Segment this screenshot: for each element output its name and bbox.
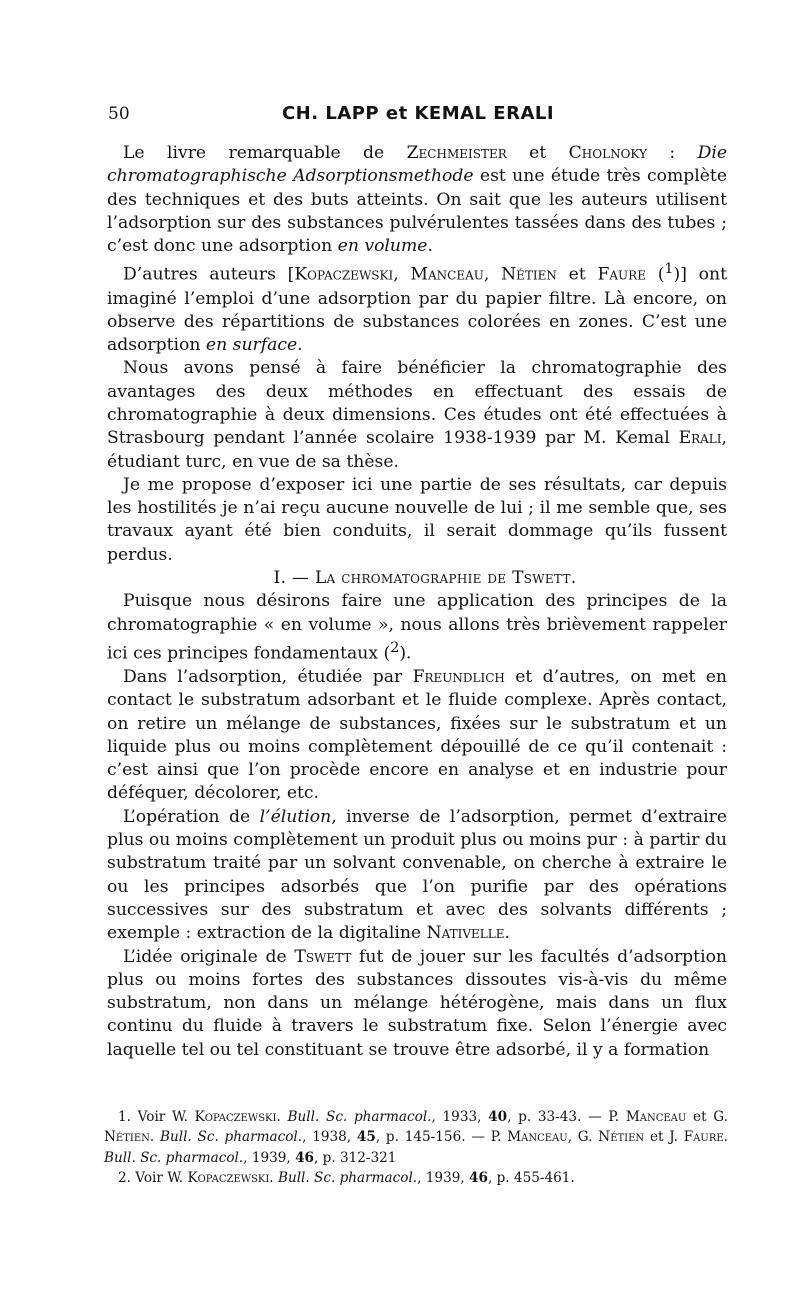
emphasis: en surface: [205, 335, 298, 356]
text-run: .: [504, 923, 510, 944]
text-run: (: [645, 265, 665, 286]
text-run: , 1939,: [417, 1170, 470, 1187]
running-head: [108, 104, 728, 132]
author-name: Erali: [678, 428, 722, 449]
text-run: L’opération de: [123, 806, 260, 827]
paragraph-8: [107, 946, 727, 1062]
author-name: Kopaczewski: [194, 1109, 277, 1125]
author-name: Nétien: [104, 1129, 150, 1146]
author-name: Manceau: [410, 265, 484, 286]
body-text: [107, 142, 727, 1062]
volume-number: 45: [356, 1129, 376, 1146]
author-name: Kopaczewski: [294, 265, 394, 286]
paragraph-2: [107, 258, 727, 357]
volume-number: 40: [488, 1109, 508, 1125]
text-run: , 1933,: [431, 1109, 489, 1125]
text-run: , G.: [567, 1129, 599, 1146]
section-heading: [107, 567, 727, 590]
text-run: 2. Voir W.: [118, 1170, 188, 1187]
text-run: , p. 312-321: [313, 1149, 397, 1166]
text-run: , étudiant turc, en vue de sa thèse.: [107, 428, 727, 472]
page-number: 50: [108, 104, 130, 124]
text-run: et: [556, 265, 598, 286]
text-run: D’autres auteurs [: [123, 265, 295, 286]
running-title: CH. LAPP et KEMAL ERALI: [281, 103, 555, 124]
text-run: ,: [483, 265, 502, 286]
paragraph-5: [107, 590, 727, 666]
footnote-1: [104, 1107, 728, 1168]
emphasis: l’élution: [259, 806, 332, 827]
journal-title: Bull. Sc. pharmacol.: [159, 1129, 303, 1146]
text-run: est une étude très complète des techniques et des buts atteints. On sait que les auteurs utilisent l’adsorption sur des substances pulvérulentes tassées dans des tubes ; c’est donc une adsorption: [107, 166, 728, 257]
footnote-ref: 1: [664, 261, 674, 278]
text-run: , 1939,: [243, 1149, 296, 1166]
author-name: Faure: [683, 1129, 724, 1146]
author-name: Kopaczewski: [187, 1170, 270, 1187]
footnotes: [104, 1107, 728, 1189]
paragraph-6: [107, 666, 727, 806]
text-run: .: [149, 1129, 160, 1146]
book-title: Die chromatographische Adsorptionsmethode: [107, 143, 728, 187]
text-run: fut de jouer sur les facultés d’adsorption plus ou moins fortes des substances dissoutes vis-à-vis du même substratum, non dans un mélange hétérogène, mais dans un flux continu du fluide à travers le substratum fixe. Selon l’énergie avec laquelle tel ou tel constituant se trouve être adsorbé, il y a formation: [107, 946, 727, 1060]
text-run: , 1938,: [302, 1129, 357, 1146]
text-run: Puisque nous désirons faire une application des principes de la chromatographie « en volume », nous allons très brièvement rappeler ici ces principes fondamentaux (: [107, 591, 727, 664]
text-run: .: [297, 335, 303, 356]
text-run: et d’autres, on met en contact le substratum adsorbant et le fluide complexe. Après contact, on retire un mélange de substances, fixées sur le substratum et un liquide plus ou moins complètement dépouillé de ce qu’il contenait : c’est ainsi que l’on procède encore en analyse et en industrie pour déféquer, décolorer, etc.: [107, 667, 728, 804]
author-name: Nétien: [598, 1129, 645, 1146]
paragraph-3: [107, 357, 727, 473]
journal-title: Bull. Sc. pharmacol.: [287, 1109, 432, 1125]
text-run: ).: [399, 643, 412, 664]
text-run: et J.: [644, 1129, 684, 1146]
footnote-ref: 2: [390, 639, 400, 656]
text-run: et G.: [686, 1109, 728, 1125]
author-name: Nétien: [501, 265, 557, 286]
journal-title: Bull. Sc. pharmacol.: [104, 1149, 244, 1166]
text-run: .: [276, 1109, 288, 1125]
text-run: .: [427, 236, 433, 257]
heading-title: La chromatographie de Tswett: [314, 568, 571, 589]
author-name: Tswett: [294, 946, 352, 967]
emphasis: en volume: [337, 236, 428, 257]
text-run: 1. Voir W.: [118, 1109, 195, 1125]
text-run: ,: [393, 265, 411, 286]
text-run: Le livre remarquable de: [123, 143, 407, 163]
volume-number: 46: [295, 1149, 314, 1166]
text-run: Nous avons pensé à faire bénéficier la chromatographie des avantages des deux méthodes en effectuant des essais de chromatographie à deux dimensions. Ces études ont été effectuées à Strasbourg pendant l’année scolaire 1938-1939 par M. Kemal: [107, 358, 727, 449]
text-run: L’idée originale de: [123, 946, 295, 967]
text-run: , p. 33-43. — P.: [507, 1109, 626, 1125]
author-name: Zechmeister: [406, 143, 507, 163]
paragraph-1: [107, 142, 727, 258]
text-run: :: [646, 143, 698, 163]
author-name: Faure: [597, 265, 646, 286]
text-run: I. —: [273, 568, 315, 589]
author-name: Cholnoky: [568, 143, 647, 163]
text-run: )] ont imaginé l’emploi d’une adsorption par du papier filtre. Là encore, on observe des répartitions de substances colorées en zones. C’est une adsorption: [107, 265, 727, 356]
text-run: .: [570, 568, 577, 589]
journal-title: Bull. Sc. pharmacol.: [277, 1170, 418, 1187]
paragraph-4: Je me propose d’exposer ici une partie de ses résultats, car depuis les hostilités je n’ai reçu aucune nouvelle de lui ; il me semble que, ses travaux ayant été bien conduits, il serait dommage qu’ils fussent perdus.: [107, 474, 727, 565]
volume-number: 46: [469, 1170, 488, 1187]
text-run: , inverse de l’adsorption, permet d’extraire plus ou moins complètement un produit plus ou moins pur : à partir du substratum traité par un solvant convenable, on cherche à extraire le ou les principes adsorbés que l’on purifie par des opérations successives sur des substratum et avec des solvants différents ; exemple : extraction de la digitaline: [107, 806, 727, 944]
author-name: Manceau: [625, 1109, 687, 1125]
footnote-2: [104, 1168, 728, 1188]
paragraph-7: [107, 806, 727, 946]
text-run: , p. 145-156. — P.: [375, 1129, 508, 1146]
author-name: Manceau: [507, 1129, 568, 1146]
text-run: , p. 455-461.: [487, 1170, 575, 1187]
text-run: .: [723, 1129, 728, 1146]
text-run: Dans l’adsorption, étudiée par: [123, 667, 413, 687]
author-name: Nativelle: [426, 923, 505, 944]
author-name: Freundlich: [412, 667, 505, 687]
text-run: et: [506, 143, 569, 163]
text-run: .: [269, 1170, 278, 1187]
